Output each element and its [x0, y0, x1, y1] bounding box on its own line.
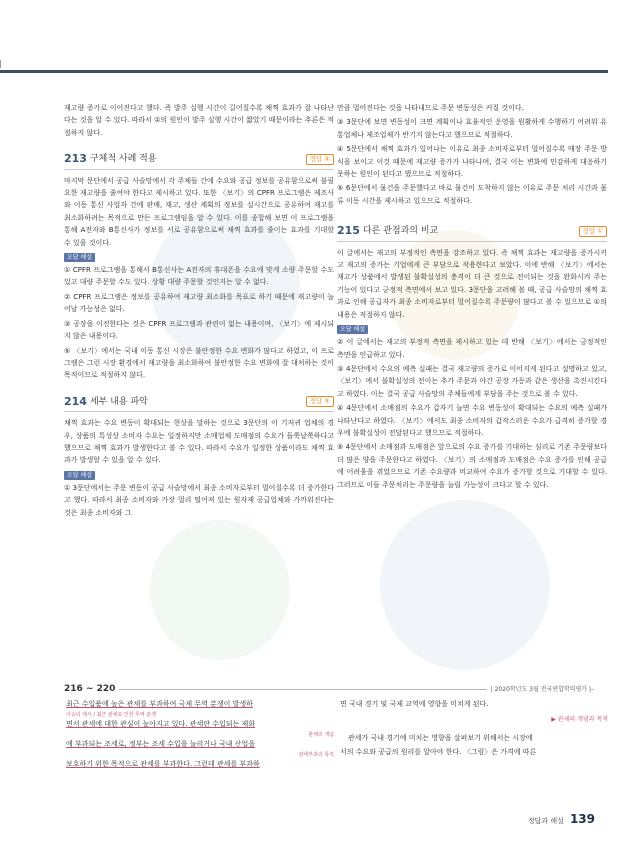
wrong-answer-item: ④ 5문단에서 채찍 효과가 일어나는 이유로 최종 소비자로부터 멀어질수록 매장 주문 방식을 보이고 이것 때문에 재고량 증가가 나타나며, 결국 이는 변화에 민감하게 대응하기 못하는 원인이 된다고 했으므로 적절하다.: [337, 145, 607, 179]
watermark-circle: [380, 500, 550, 670]
wrong-answer-item: ② 이 글에서는 재고의 부정적 측면을 제시하고 있는 데 반해 〈보기〉에서는 긍정적인 측면을 언급하고 있다.: [337, 338, 607, 359]
margin-annotation: 이슈의 제시 / 최근 관세로 인한 무역 분쟁: [66, 712, 157, 718]
explanation-paragraph: 채찍 효과는 수요 변동이 확대되는 현상을 말하는 것으로 3문단의 이 기저귀 업체의 경우, 상품의 특성상 소비자 수요는 일정하지만 소매업체 도매점의 수요가 들쭉날쭉하다고 했으므로 채찍 효과가 발생한다고 볼 수 있다. 따라서 수요가 일정한 상품이라도 채찍 효과가 발생할 수 있을 알 수 있다.: [64, 419, 334, 465]
wrong-answer-item: ① CPFR 프로그램을 통해서 B통신사는 A전자의 휴대폰을 수요에 맞게 소량 주문할 수도 있고 대량 주문할 수도 있다. 상황 대량 주문할 것인지는 알 수 없다.: [64, 266, 334, 287]
question-title: 다른 관점과의 비교: [362, 226, 439, 237]
explanation-paragraph: 이 글에서는 재고의 부정적인 측면을 강조하고 있다. 즉 채찍 효과는 재고량을 증가시키고 재고의 증가는 기업에게 큰 부담으로 작용한다고 보았다. 이에 반해 〈보기〉에서는 재고가 상품에서 발생된 불확실성의 충격이 더 큰 것으로 전이되는 것을 완화시켜 주는 기능이 있다고 긍정적 측면에서 보고 있다. 3문단을 고려해 볼 때, 공급 사슬망의 채찍 효과로 인해 공급자가 최종 소비자로부터 멀어질수록 주문량이 많다고 볼 수 있으므로 ①의 내용은 적절하지 않다.: [337, 248, 607, 319]
wrong-answer-item: ③ 4문단에서 수요의 예측 실패는 결국 재고량의 증가로 이어지게 된다고 설명하고 있고, 〈보기〉에서 불확실성의 전이는 추가 주문과 야간 공장 가동과 같은 생산을 촉진시킨다고 하였다. 이는 결국 공급 사슬망의 주체들에게 부담을 주는 것으로 볼 수 있다.: [337, 364, 607, 398]
left-column: [64, 102, 334, 521]
page-footer: [528, 812, 595, 826]
passage-line: 면서 관세에 대한 관심이 높아지고 있다. 관세란 수입되는 제화: [66, 720, 256, 728]
passage-line: 서의 수요와 공급의 원리를 알아야 한다. 〈그림〉은 가격에 따른: [340, 748, 537, 756]
passage-line: 최근 수입품에 높은 관세를 부과하여 국제 무역 분쟁이 발생하: [66, 700, 253, 708]
footer-label: 정답과 해설: [527, 817, 564, 825]
question-number: 213: [64, 152, 87, 166]
passage-line: 보호하기 위한 목적으로 관세를 부과한다. 그런데 관세를 부과하: [66, 760, 260, 768]
wrong-answer-item: ⑤ 6문단에서 물건을 주문했다고 바로 물건이 도착하지 않는 이유로 주문 처리 시간과 물류 이동 시간을 제시하고 있으므로 적절하다.: [337, 184, 607, 205]
page-number: 139: [569, 812, 595, 826]
question-title: 구체적 사례 적용: [89, 154, 157, 165]
top-accent-bar: [0, 70, 608, 73]
wrong-answer-item: ③ 공장을 이전한다는 것은 CPFR 프로그램과 관련이 없는 내용이며, 〈보기〉에 제시되지 않은 내용이다.: [64, 319, 334, 341]
wrong-answer-item: ③ 3문단에 보면 변동성이 크면 계획이나 효율적인 운영을 원활하게 수행하기 어려워 유통업체나 제조업체가 반기지 않는다고 했으므로 적절하다.: [337, 118, 607, 139]
answer-label: 정답 ⑤: [306, 396, 334, 407]
question-number: 214: [64, 394, 87, 408]
margin-annotation: 관세의 개념: [308, 732, 334, 738]
passage-line: 면 국내 경기 및 국제 교역에 영향을 미치게 된다.: [340, 700, 489, 708]
question-214-header: [64, 396, 334, 412]
source-label: | 2020학년도 3월 전국연합학력평가 |: [487, 684, 591, 693]
margin-annotation: 관세부과의 목적: [298, 752, 334, 758]
wrong-answer-item: ① 3문단에서는 주문 변동이 공급 사슬망에서 최종 소비자로부터 멀어질수록 더 증가한다고 했다. 따라서 최종 소비자와 가장 멀리 떨어져 있는 원자재 공급업체와 가까워진다는 것은 최종 소비자와 그: [64, 483, 334, 517]
watermark-circle: [150, 520, 290, 660]
passage-left: [66, 698, 334, 772]
wrong-answer-item: ④ 4문단에서 소매점의 수요가 갑자기 늘면 수요 변동성이 확대되는 수요의 예측 실패가 나타난다고 하였다. 〈보기〉에서도 최종 소비자의 갑작스러운 수요가 급격히 증가할 경우에 불확실성이 전달된다고 했으므로 적절하다.: [337, 404, 607, 437]
answer-label: 정답 ④: [306, 154, 334, 165]
wrong-answer-item: ② CPFR 프로그램은 정보를 공유하여 재고량 최소화를 목표로 하기 때문에 재고량이 늘어날 가능성은 없다.: [64, 292, 334, 314]
passage-line: 에 부과되는 조세로, 정부는 조세 수입을 늘리거나 국내 산업을: [66, 740, 256, 748]
answer-label: 정답 ①: [579, 226, 607, 237]
summary-tag: ▶ 관세의 개념과 목적: [551, 716, 608, 723]
question-number: 215: [337, 224, 360, 238]
wrong-answer-badge: 오답 해설: [64, 471, 95, 480]
explanation-paragraph: 마지막 문단에서 공급 사슬망에서 각 주체들 간에 수요와 공급 정보를 공유함으로써 불필요한 재고량을 줄여야 한다고 제시하고 있다. 또한 〈보기〉의 CPFR 프로그램은 제조사와 이동 통신 사업자 간에 판매, 재고, 생산 계획의 정보를 실시간으로 공유하여 재고를 최소화하려는 목적으로 만든 프로그램임을 알 수 있다. 이를 종합해 보면 이 프로그램을 통해 A전자와 B통신사가 정보를 서로 공유함으로써 채찍 효과를 줄이는 효과를 기대할 수 있을 것이다.: [64, 176, 334, 247]
crop-mark: [0, 60, 1, 68]
wrong-answer-badge: 오답 해설: [64, 253, 95, 262]
wrong-answer-item: ⑤ 4문단에서 소매점과 도매점은 앞으로의 수요 증가를 기대하는 심리로 기존 주문량보다 더 많은 양을 주문한다고 하였다. 〈보기〉의 소매점과 도매점은 수요 증가를 인해 공급에 어려움을 겪었으므로 기존 수요량과 비교하여 수요가 증가할 것으로 기대할 수 있다. 그러므로 이들 주문처리는 주문량을 늘릴 가능성이 크다고 할 수 있다.: [337, 443, 607, 489]
question-title: 세부 내용 파악: [89, 396, 148, 407]
question-range: 216 ~ 220: [64, 684, 119, 694]
continued-paragraph: 만큼 멀어진다는 것을 나타내므로 주문 변동성은 커질 것이다.: [337, 104, 524, 112]
passage-right: [340, 698, 608, 760]
passage-line: 관세가 국내 경기에 미치는 영향을 살펴보기 위해서는 시장에: [348, 734, 533, 742]
question-213-header: [64, 153, 334, 169]
wrong-answer-item: ⑤ 〈보기〉에서는 국내 이동 통신 시장은 불안정한 수요 변화가 많다고 하였고, 이 프로그램은 그런 시장 환경에서 재고량을 최소화하여 불안정한 수요 변화에 잘 대처하는 것이 목적이므로 적절하지 않다.: [64, 346, 334, 380]
right-column: [337, 102, 607, 493]
intro-paragraph: 재고량 증가로 이어진다고 했다. 즉 발주 실행 시간이 길어질수록 채찍 효과가 잘 나타난다는 것을 알 수 있다. 따라서 ①의 원인이 발주 실행 시간이 짧았기 때문이라는 추론은 적절하지 않다.: [64, 104, 334, 137]
question-215-header: [337, 225, 607, 241]
wrong-answer-badge: 오답 해설: [337, 325, 368, 334]
